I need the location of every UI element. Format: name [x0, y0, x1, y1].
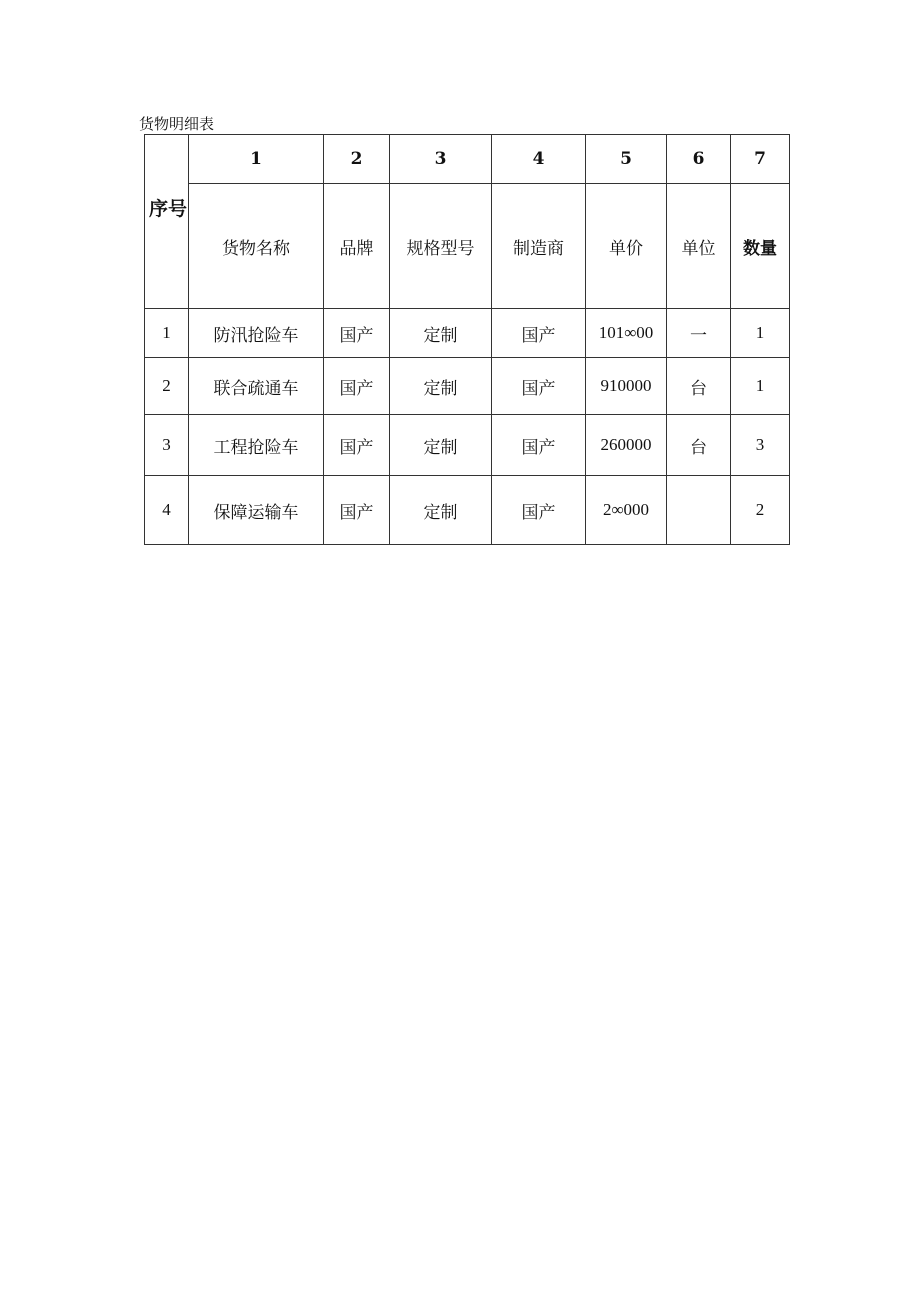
unit-cell [667, 476, 731, 545]
col-label-qty: 数量 [731, 184, 790, 309]
maker-cell: 国产 [492, 415, 586, 476]
qty-cell: 1 [731, 309, 790, 358]
qty-cell: 3 [731, 415, 790, 476]
price-cell: 910000 [586, 358, 667, 415]
maker-cell: 国产 [492, 476, 586, 545]
unit-cell: 台 [667, 415, 731, 476]
table-row [145, 309, 790, 358]
seq-cell: 4 [145, 476, 189, 545]
table-row [145, 476, 790, 545]
table-row [145, 358, 790, 415]
qty-cell: 1 [731, 358, 790, 415]
name-cell: 防汛抢险车 [189, 309, 324, 358]
col-label-spec: 规格型号 [390, 184, 492, 309]
price-cell: 101∞00 [586, 309, 667, 358]
seq-cell: 1 [145, 309, 189, 358]
maker-cell: 国产 [492, 358, 586, 415]
col-label-maker: 制造商 [492, 184, 586, 309]
brand-cell: 国产 [324, 476, 390, 545]
spec-cell: 定制 [390, 358, 492, 415]
price-cell: 260000 [586, 415, 667, 476]
maker-cell: 国产 [492, 309, 586, 358]
seq-header-cell: 序号 [145, 135, 189, 309]
price-cell: 2∞000 [586, 476, 667, 545]
col-number-cell: 2 [324, 135, 390, 184]
col-label-price: 单价 [586, 184, 667, 309]
qty-cell: 2 [731, 476, 790, 545]
brand-cell: 国产 [324, 358, 390, 415]
seq-cell: 3 [145, 415, 189, 476]
spec-cell: 定制 [390, 415, 492, 476]
seq-cell: 2 [145, 358, 189, 415]
col-number-cell: 1 [189, 135, 324, 184]
col-label-unit: 单位 [667, 184, 731, 309]
column-number-row [145, 135, 790, 184]
name-cell: 工程抢险车 [189, 415, 324, 476]
spec-cell: 定制 [390, 309, 492, 358]
col-label-name: 货物名称 [189, 184, 324, 309]
col-number-cell: 5 [586, 135, 667, 184]
col-number-cell: 6 [667, 135, 731, 184]
col-label-brand: 品牌 [324, 184, 390, 309]
spec-cell: 定制 [390, 476, 492, 545]
col-number-cell: 7 [731, 135, 790, 184]
unit-cell: 台 [667, 358, 731, 415]
brand-cell: 国产 [324, 309, 390, 358]
col-number-cell: 3 [390, 135, 492, 184]
col-number-cell: 4 [492, 135, 586, 184]
unit-cell: 一 [667, 309, 731, 358]
name-cell: 联合疏通车 [189, 358, 324, 415]
brand-cell: 国产 [324, 415, 390, 476]
table-caption: 货物明细表 [139, 115, 215, 133]
name-cell: 保障运输车 [189, 476, 324, 545]
goods-detail-table [144, 134, 790, 545]
table-row [145, 415, 790, 476]
column-label-row [145, 184, 790, 309]
